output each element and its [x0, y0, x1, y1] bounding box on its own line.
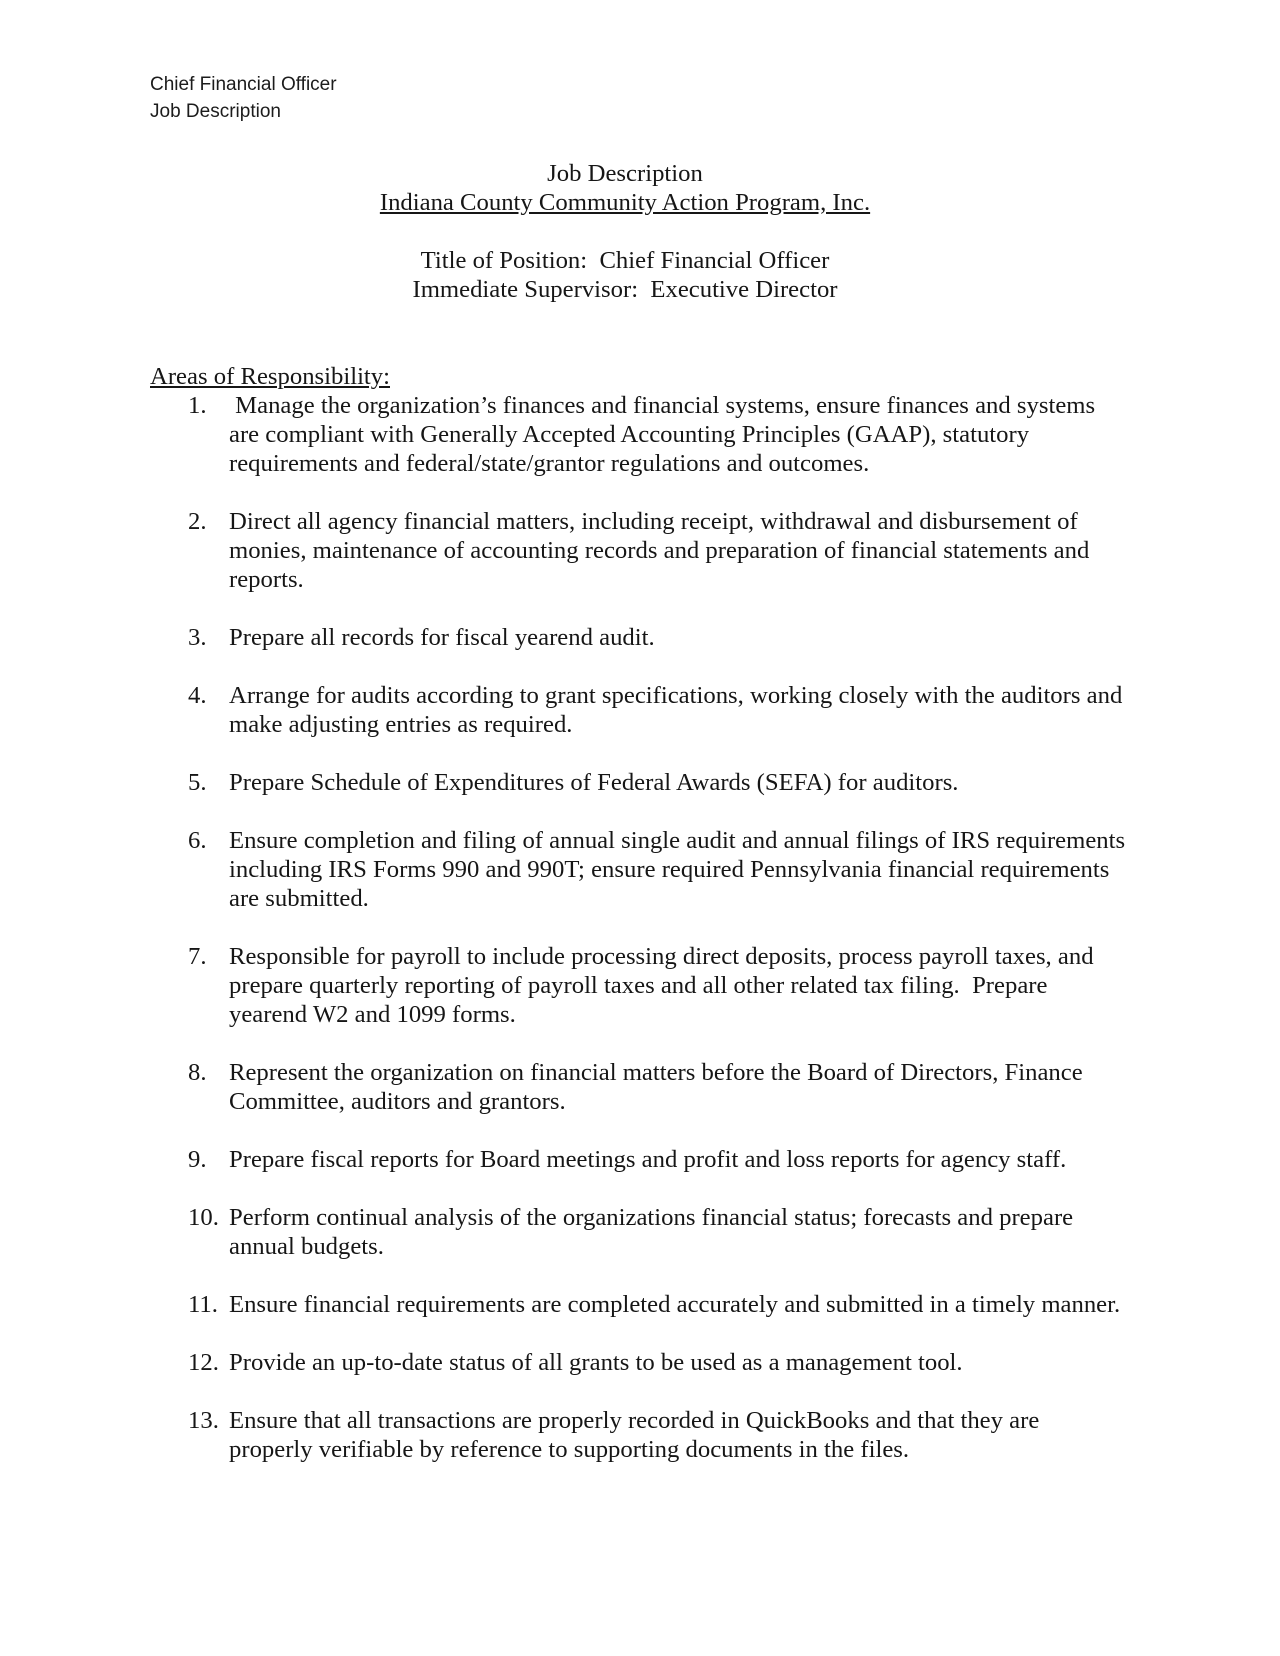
responsibility-item [188, 391, 1128, 478]
responsibilities-list [150, 391, 1128, 1464]
document-title: Job Description [547, 160, 703, 187]
responsibility-item [188, 1203, 1128, 1261]
item-text: Prepare all records for fiscal yearend audit. [229, 624, 655, 651]
responsibility-item [188, 681, 1128, 739]
item-number: 8. [188, 1059, 207, 1086]
item-number: 2. [188, 508, 207, 535]
item-number: 4. [188, 682, 207, 709]
item-number: 3. [188, 624, 207, 651]
item-text: Arrange for audits according to grant specifications, working closely with the auditors and make adjusting entries as required. [229, 682, 1123, 738]
responsibility-item [188, 826, 1128, 913]
document-corner-header [150, 71, 337, 125]
item-text: Perform continual analysis of the organizations financial status; forecasts and prepare annual budgets. [229, 1204, 1074, 1260]
responsibility-item [188, 1348, 1128, 1377]
item-text: Ensure financial requirements are completed accurately and submitted in a timely manner. [229, 1291, 1121, 1318]
position-title-line: Title of Position: Chief Financial Officer [420, 247, 830, 274]
position-block [150, 246, 1100, 304]
item-text: Provide an up-to-date status of all grants to be used as a management tool. [229, 1349, 963, 1376]
item-text: Manage the organization’s finances and financial systems, ensure finances and systems are compliant with Generally Accepted Accounting Principles (GAAP), statutory requirements and federal/state/grantor regulations and outcomes. [229, 392, 1096, 477]
item-number: 5. [188, 769, 207, 796]
item-text: Responsible for payroll to include processing direct deposits, process payroll taxes, and prepare quarterly reporting of payroll taxes and all other related tax filing. Prepare yearend W2 and 1099 forms. [229, 943, 1094, 1028]
responsibility-item [188, 623, 1128, 652]
item-number: 13. [188, 1407, 219, 1434]
item-number: 10. [188, 1204, 219, 1231]
section-heading: Areas of Responsibility: [150, 363, 390, 390]
item-text: Prepare Schedule of Expenditures of Federal Awards (SEFA) for auditors. [229, 769, 959, 796]
organization-name: Indiana County Community Action Program, Inc. [379, 189, 871, 216]
corner-header-line-1: Chief Financial Officer [150, 74, 337, 95]
item-number: 7. [188, 943, 207, 970]
responsibilities-section [150, 362, 1128, 1464]
immediate-supervisor-line: Immediate Supervisor: Executive Director [412, 276, 838, 303]
responsibility-item [188, 507, 1128, 594]
responsibility-item [188, 1145, 1128, 1174]
corner-header-line-2: Job Description [150, 101, 281, 122]
item-text: Represent the organization on financial matters before the Board of Directors, Finance Committee, auditors and grantors. [229, 1059, 1083, 1115]
responsibility-item [188, 942, 1128, 1029]
item-text: Prepare fiscal reports for Board meetings and profit and loss reports for agency staff. [229, 1146, 1067, 1173]
item-number: 1. [188, 392, 207, 419]
responsibility-item [188, 1406, 1128, 1464]
item-text: Direct all agency financial matters, including receipt, withdrawal and disbursement of monies, maintenance of accounting records and preparation of financial statements and reports. [229, 508, 1090, 593]
item-number: 6. [188, 827, 207, 854]
item-number: 9. [188, 1146, 207, 1173]
responsibility-item [188, 1290, 1128, 1319]
title-block [150, 159, 1100, 217]
item-number: 12. [188, 1349, 219, 1376]
item-text: Ensure completion and filing of annual single audit and annual filings of IRS requirements including IRS Forms 990 and 990T; ensure required Pennsylvania financial requirements are submitted. [229, 827, 1126, 912]
item-number: 11. [188, 1291, 218, 1318]
item-text: Ensure that all transactions are properly recorded in QuickBooks and that they are properly verifiable by reference to supporting documents in the files. [229, 1407, 1040, 1463]
responsibility-item [188, 1058, 1128, 1116]
responsibility-item [188, 768, 1128, 797]
